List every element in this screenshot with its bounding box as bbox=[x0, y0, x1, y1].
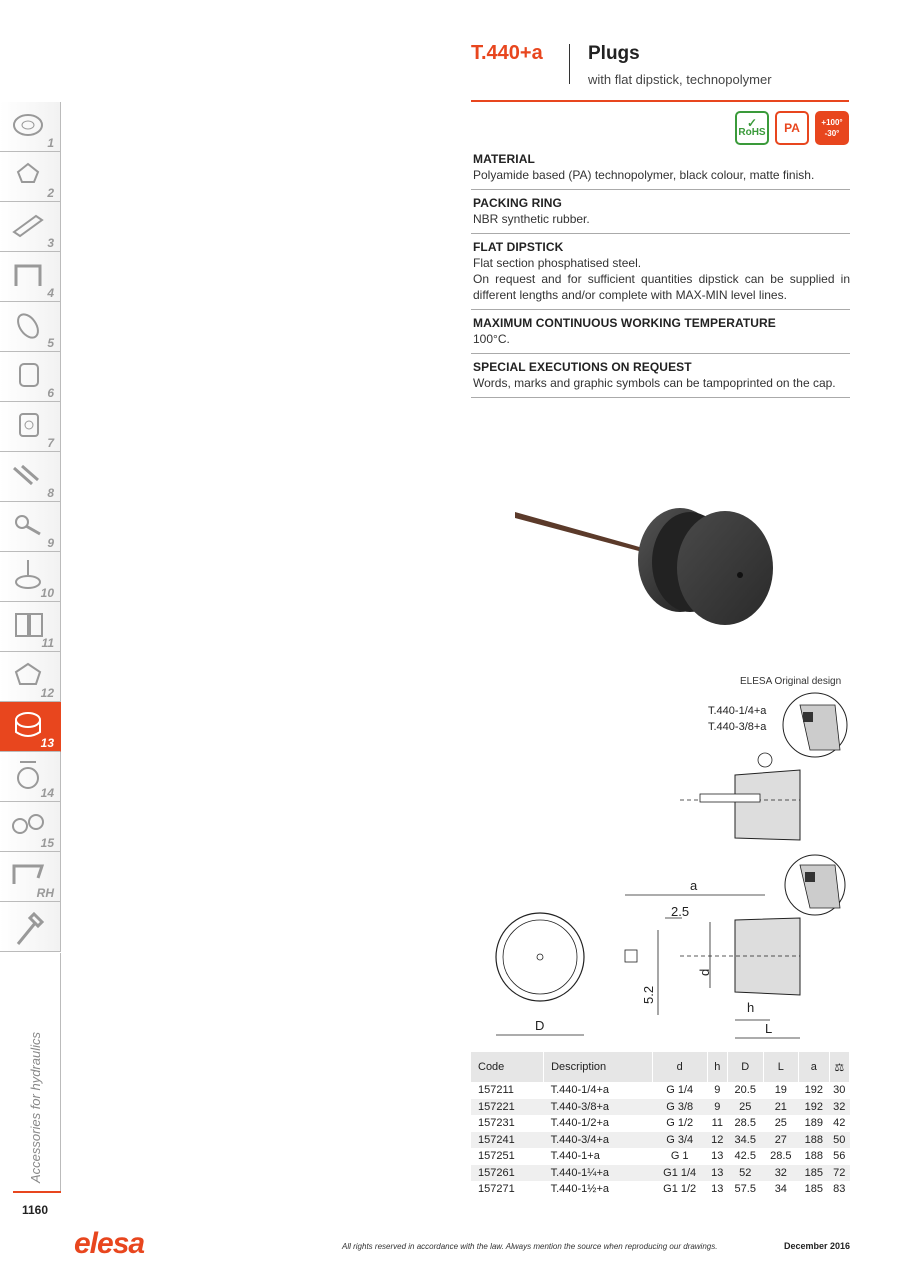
cell: 27 bbox=[763, 1132, 799, 1149]
sidebar-item-7[interactable] bbox=[0, 402, 61, 452]
eyebolt-icon bbox=[8, 508, 48, 542]
pa-label: PA bbox=[784, 121, 800, 135]
sidebar-item-label: RH bbox=[36, 886, 54, 900]
handwheel-icon bbox=[8, 108, 48, 142]
cell: 32 bbox=[829, 1099, 849, 1116]
cell: 34.5 bbox=[727, 1132, 763, 1149]
sidebar-item-4[interactable] bbox=[0, 252, 61, 302]
spec-text: On request and for sufficient quantities dipstick can be supplied in different lengths and/or complete with MAX-MIN level lines. bbox=[473, 272, 850, 302]
sidebar-item-6[interactable] bbox=[0, 352, 61, 402]
knob-icon bbox=[8, 158, 48, 192]
table-header-row bbox=[471, 1052, 850, 1082]
cell: 56 bbox=[833, 1150, 846, 1163]
spec-text: Flat section phosphatised steel. bbox=[473, 256, 642, 270]
specifications bbox=[471, 150, 850, 402]
col-description: Description bbox=[544, 1052, 653, 1082]
copyright-note: All rights reserved in accordance with the law. Always mention the source when reproducing our drawings. bbox=[342, 1242, 718, 1251]
check-icon: ✓ bbox=[746, 116, 758, 130]
sidebar-item-label: 5 bbox=[47, 336, 54, 350]
sidebar-item-label: 13 bbox=[40, 736, 54, 750]
cell: 157261 bbox=[471, 1165, 544, 1182]
product-title: Plugs bbox=[588, 43, 640, 64]
col-a: a bbox=[799, 1052, 829, 1082]
sidebar-divider bbox=[60, 953, 61, 1193]
sidebar-item-label: 15 bbox=[40, 836, 54, 850]
cell: 28.5 bbox=[734, 1117, 756, 1130]
lever-icon bbox=[8, 208, 48, 242]
rohs-label: RoHS bbox=[738, 127, 766, 138]
sidebar-item-label: 7 bbox=[47, 436, 54, 450]
cell: 34 bbox=[774, 1183, 787, 1196]
sidebar-item-14[interactable] bbox=[0, 752, 61, 802]
weight-icon: ⚖ bbox=[829, 1052, 849, 1082]
spec-heading: MAXIMUM CONTINUOUS WORKING TEMPERATURE bbox=[473, 316, 776, 330]
product-photo bbox=[505, 490, 775, 650]
col-D: D bbox=[727, 1052, 763, 1082]
cell: T.440-1/4+a bbox=[550, 1084, 610, 1097]
elesa-logo: elesa bbox=[74, 1227, 145, 1260]
sidebar-item-label: 6 bbox=[47, 386, 54, 400]
cell: 9 bbox=[707, 1099, 727, 1116]
product-code: T.440+a bbox=[471, 42, 543, 64]
sidebar-item-label: 14 bbox=[40, 786, 54, 800]
dim-h: h bbox=[747, 1000, 755, 1015]
header-rule bbox=[471, 100, 849, 102]
sidebar-item-label: 2 bbox=[47, 186, 54, 200]
col-d: d bbox=[652, 1052, 707, 1082]
publication-date: December 2016 bbox=[784, 1241, 851, 1251]
cell: 32 bbox=[763, 1165, 799, 1182]
spec-text: Polyamide based (PA) technopolymer, black colour, matte finish. bbox=[473, 168, 815, 182]
sidebar-item-label: 1 bbox=[47, 136, 54, 150]
cell: 21 bbox=[763, 1099, 799, 1116]
cell: 192 bbox=[804, 1084, 824, 1097]
indicator-icon bbox=[8, 408, 48, 442]
dimensions-table bbox=[471, 1052, 850, 1198]
cell: 28.5 bbox=[770, 1150, 792, 1163]
table-row bbox=[471, 1181, 850, 1198]
original-design-note: ELESA Original design bbox=[740, 676, 842, 687]
sidebar-item-label: 11 bbox=[41, 636, 54, 650]
spec-text: Words, marks and graphic symbols can be tampoprinted on the cap. bbox=[473, 376, 836, 390]
dim-a: a bbox=[690, 878, 698, 893]
cell: 157241 bbox=[471, 1132, 544, 1149]
spec-special-executions bbox=[471, 358, 850, 398]
spec-material bbox=[471, 150, 850, 190]
sidebar-item-5[interactable] bbox=[0, 302, 61, 352]
spec-flat-dipstick bbox=[471, 238, 850, 310]
rohs-badge bbox=[735, 111, 769, 145]
cell: 13 bbox=[707, 1165, 727, 1182]
cell: T.440-1/2+a bbox=[550, 1117, 610, 1130]
pa-badge bbox=[775, 111, 809, 145]
cell: 157221 bbox=[471, 1099, 544, 1116]
cell: 25 bbox=[727, 1099, 763, 1116]
cell: 25 bbox=[774, 1117, 787, 1130]
cell: G 1/2 bbox=[666, 1117, 694, 1130]
sidebar-item-label: 4 bbox=[47, 286, 54, 300]
spec-text: NBR synthetic rubber. bbox=[473, 212, 590, 226]
header-separator bbox=[569, 44, 570, 84]
sidebar-item-12[interactable] bbox=[0, 652, 61, 702]
spec-text: 100°C. bbox=[473, 332, 510, 346]
cell: G 1/4 bbox=[666, 1084, 694, 1097]
cell: 19 bbox=[774, 1084, 787, 1097]
cell: T.440-3/8+a bbox=[544, 1099, 653, 1116]
cell: T.440-1¼+a bbox=[544, 1165, 653, 1182]
sidebar-item-10[interactable] bbox=[0, 552, 61, 602]
cell: G 1 bbox=[670, 1150, 689, 1163]
drawing-label-1: T.440-1/4+a bbox=[708, 705, 767, 717]
cell: 57.5 bbox=[734, 1183, 756, 1196]
spec-heading: PACKING RING bbox=[473, 196, 562, 210]
cell: 157211 bbox=[478, 1084, 514, 1097]
sidebar-item-label: 8 bbox=[47, 486, 54, 500]
sidebar-item-2[interactable] bbox=[0, 152, 61, 202]
sidebar-item-3[interactable] bbox=[0, 202, 61, 252]
cell: 185 bbox=[804, 1183, 824, 1196]
cell: 157271 bbox=[478, 1183, 515, 1196]
product-subtitle: with flat dipstick, technopolymer bbox=[588, 72, 772, 87]
col-code: Code bbox=[471, 1052, 544, 1082]
col-h: h bbox=[707, 1052, 727, 1082]
section-label: Accessories for hydraulics bbox=[28, 1032, 43, 1183]
grip-icon bbox=[8, 308, 48, 342]
table-row bbox=[471, 1099, 850, 1116]
cell: 12 bbox=[707, 1132, 727, 1149]
cell: 188 bbox=[804, 1150, 824, 1163]
temp-high-label: +100° bbox=[821, 118, 843, 127]
cell: 13 bbox=[711, 1150, 724, 1163]
sidebar-item-13[interactable] bbox=[0, 702, 61, 752]
wrench-icon bbox=[8, 908, 48, 948]
technical-drawing bbox=[470, 690, 850, 1050]
cell: G 3/4 bbox=[652, 1132, 707, 1149]
cell: T.440-1+a bbox=[550, 1150, 600, 1163]
sidebar-item-15[interactable] bbox=[0, 802, 61, 852]
dim-5-2: 5.2 bbox=[641, 985, 656, 1004]
cell: 157231 bbox=[478, 1117, 515, 1130]
pull-handle-icon bbox=[8, 258, 48, 292]
cell: G 3/8 bbox=[652, 1099, 707, 1116]
cell: 20.5 bbox=[734, 1084, 756, 1097]
cell: 11 bbox=[711, 1117, 723, 1130]
sidebar-item-8[interactable] bbox=[0, 452, 61, 502]
cell: 189 bbox=[804, 1117, 824, 1130]
cell: 185 bbox=[799, 1165, 829, 1182]
cell: 72 bbox=[829, 1165, 849, 1182]
sidebar-item-label: 12 bbox=[40, 686, 54, 700]
sidebar-item-label: 9 bbox=[47, 536, 54, 550]
spec-heading: MATERIAL bbox=[473, 152, 535, 166]
sidebar-item-label: 10 bbox=[40, 586, 54, 600]
page-number-rule bbox=[13, 1191, 61, 1193]
table-row bbox=[471, 1132, 850, 1149]
spec-packing-ring bbox=[471, 194, 850, 234]
table-row bbox=[471, 1165, 850, 1182]
spec-heading: SPECIAL EXECUTIONS ON REQUEST bbox=[473, 360, 692, 374]
control-knob-icon bbox=[8, 358, 48, 392]
table-row bbox=[471, 1115, 850, 1132]
cell: 192 bbox=[799, 1099, 829, 1116]
cell: 42.5 bbox=[734, 1150, 756, 1163]
temperature-badge bbox=[815, 111, 849, 145]
plunger-icon bbox=[8, 458, 48, 492]
sidebar-item-1[interactable] bbox=[0, 102, 61, 152]
dim-2-5: 2.5 bbox=[671, 904, 690, 919]
cell: 9 bbox=[714, 1084, 721, 1097]
category-sidebar bbox=[0, 102, 61, 952]
spec-heading: FLAT DIPSTICK bbox=[473, 240, 564, 254]
cell: 157251 bbox=[478, 1150, 515, 1163]
cell: 188 bbox=[799, 1132, 829, 1149]
dim-d: d bbox=[697, 968, 712, 976]
dim-D: D bbox=[535, 1018, 545, 1033]
cell: 52 bbox=[727, 1165, 763, 1182]
spec-max-temperature bbox=[471, 314, 850, 354]
sidebar-item-label: 3 bbox=[47, 236, 54, 250]
temp-low-label: -30° bbox=[824, 129, 840, 138]
col-L: L bbox=[763, 1052, 799, 1082]
cell: 13 bbox=[711, 1183, 724, 1196]
sidebar-item-rh[interactable] bbox=[0, 852, 61, 902]
page-number: 1160 bbox=[22, 1203, 49, 1217]
sidebar-item-11[interactable] bbox=[0, 602, 61, 652]
cell: G1 1/2 bbox=[663, 1183, 697, 1196]
cell: 30 bbox=[833, 1084, 846, 1097]
cell: T.440-1½+a bbox=[550, 1183, 610, 1196]
table-row bbox=[471, 1082, 850, 1099]
table-row bbox=[471, 1148, 850, 1165]
cell: T.440-3/4+a bbox=[544, 1132, 653, 1149]
cell: 50 bbox=[829, 1132, 849, 1149]
cell: 42 bbox=[833, 1117, 846, 1130]
cell: 83 bbox=[833, 1183, 846, 1196]
sidebar-item-tools[interactable] bbox=[0, 902, 61, 952]
drawing-label-2: T.440-3/8+a bbox=[708, 721, 767, 733]
dim-L: L bbox=[765, 1021, 773, 1036]
sidebar-item-9[interactable] bbox=[0, 502, 61, 552]
cell: G1 1/4 bbox=[652, 1165, 707, 1182]
